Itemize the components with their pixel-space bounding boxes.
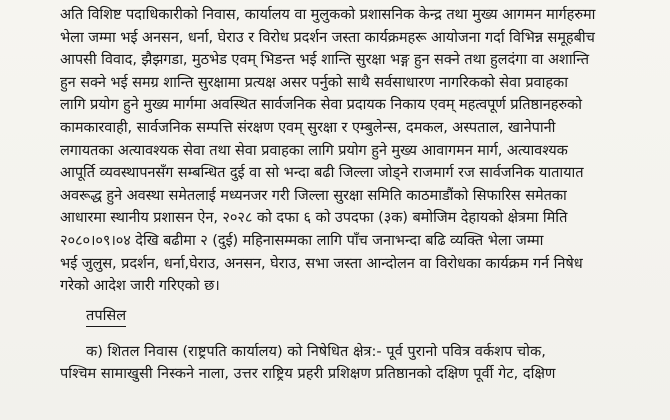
paragraph-line: आपूर्ति व्यवस्थापनसँग सम्बन्धित दुई वा सो भन्दा बढी जिल्ला जोड्ने राजमार्ग रज सार्वजनिक यातायात bbox=[60, 164, 584, 182]
paragraph-line: आधारमा स्थानीय प्रशासन ऐन, २०२८ को दफा ६ को उपदफा (३क) बमोजिम देहायको क्षेत्रमा मिति bbox=[60, 209, 568, 227]
paragraph-line: लगायतका अत्यावश्यक सेवा तथा सेवा प्रवाहका लागि प्रयोग हुने मुख्य आवागमन मार्ग, अत्यावश्यक bbox=[60, 141, 568, 159]
paragraph-line: भेला जम्मा भई अनसन, धर्ना, घेराउ र विरोध प्रदर्शन जस्ता कार्यक्रमहरू आयोजना गर्दा विभिन्न समूहबीच bbox=[60, 28, 595, 46]
paragraph-line: कामकारवाही, सार्वजनिक सम्पत्ति संरक्षण एवम् सुरक्षा र एम्बुलेन्स, दमकल, अस्पताल, खानेपानी bbox=[60, 118, 556, 136]
subsection-line: पश्चिम सामाखुसी निस्कने नाला, उत्तर राष्ट्रिय प्रहरी प्रशिक्षण प्रतिष्ठानको दक्षिण पूर्वी गेट, दक्षिण bbox=[60, 365, 556, 383]
paragraph-line: गरेको आदेश जारी गरिएको छ। bbox=[60, 277, 220, 295]
paragraph-line: आपसी विवाद, झैझगडा, मुठभेड एवम् भिडन्त भई शान्ति सुरक्षा भङ्ग हुन सक्ने तथा हुलदंगा वा अशान्ति bbox=[60, 51, 590, 69]
order-paragraph bbox=[60, 4, 640, 298]
paragraph-line: लागि प्रयोग हुने मुख्य मार्गमा अवस्थित सार्वजनिक सेवा प्रदायक निकाय एवम् महत्वपूर्ण प्रतिष्ठानहरुको bbox=[60, 96, 582, 114]
paragraph-line: अवरूद्ध हुने अवस्था समेतलाई मध्यनजर गरी जिल्ला सुरक्षा समिति काठमाडौंको सिफारिस समेतका bbox=[60, 186, 567, 204]
paragraph-line: भई जुलुस, प्रदर्शन, धर्ना,घेराउ, अनसन, घेराउ, सभा जस्ता आन्दोलन वा विरोधका कार्यक्रम गर्न निषेध bbox=[60, 254, 583, 272]
paragraph-line: अति विशिष्ट पदाधिकारीको निवास, कार्यालय वा मुलुकको प्रशासनिक केन्द्र तथा मुख्य आगमन मार्गहरुमा bbox=[60, 6, 596, 23]
paragraph-line: २०८०।०९।०४ देखि बढीमा २ (दुई) महिनासम्मका लागि पाँच जनाभन्दा बढि व्यक्ति भेला जम्मा bbox=[60, 231, 544, 249]
subsection-line: क) शितल निवास (राष्ट्रपति कार्यालय) को निषेधित क्षेत्र:- पूर्व पुरानो पवित्र वर्कशप चोक, bbox=[86, 342, 546, 360]
section-heading: तपसिल bbox=[86, 306, 126, 327]
subsection-ka bbox=[60, 341, 640, 386]
paragraph-line: हुन सक्ने भई समग्र शान्ति सुरक्षामा प्रत्यक्ष असर पर्नुको साथै सर्वसाधारण नागरिकको सेवा प्रवाहका bbox=[60, 73, 568, 91]
